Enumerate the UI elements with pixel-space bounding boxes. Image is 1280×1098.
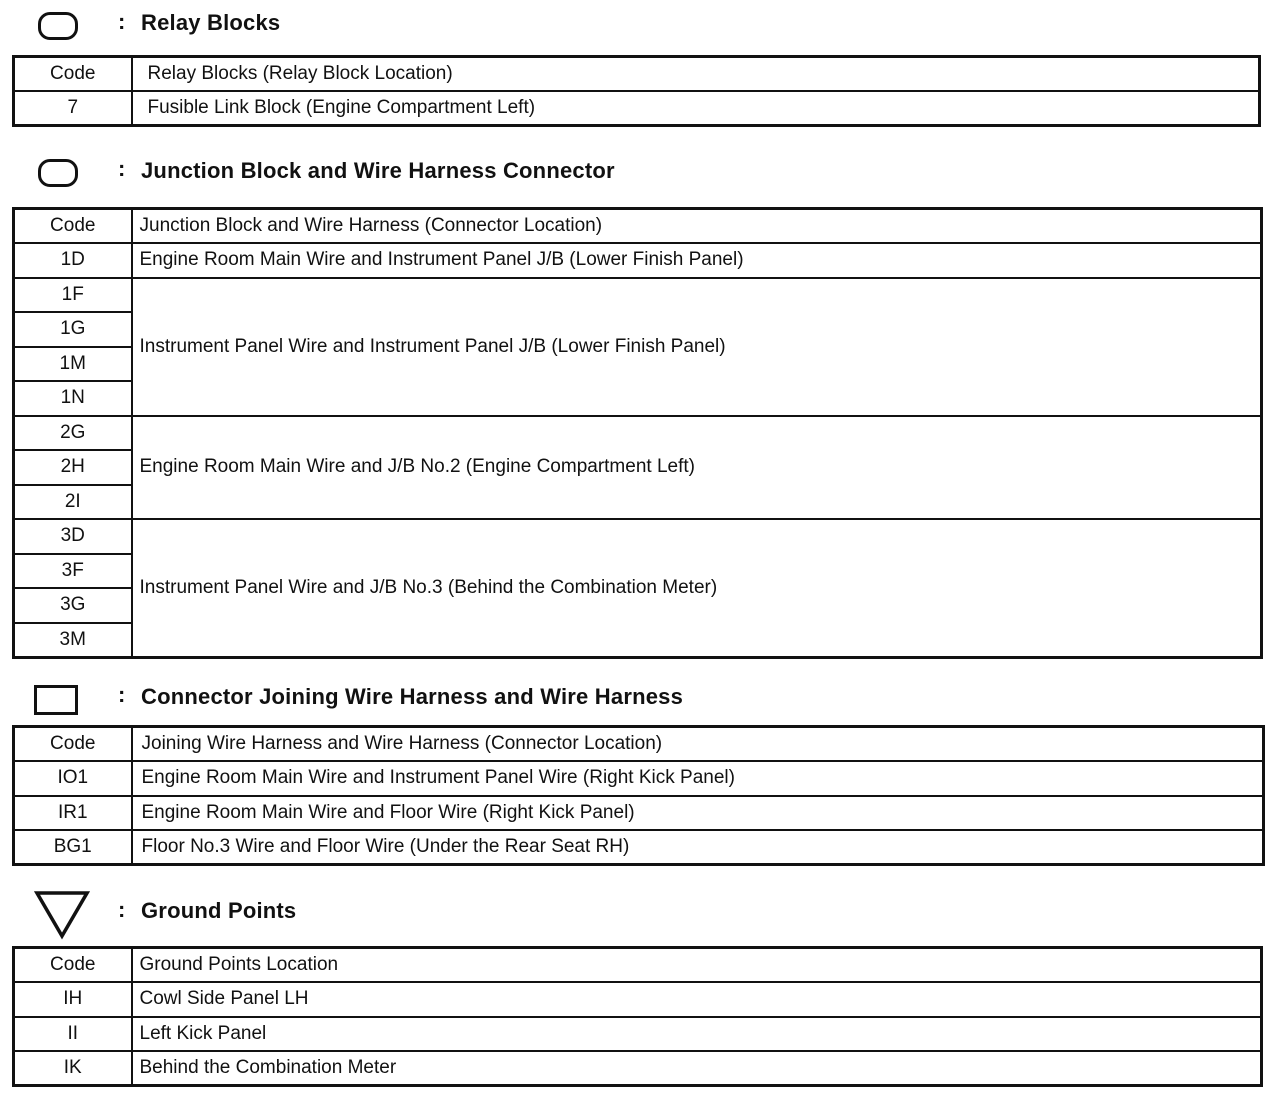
- section-header-connector-joining: [0, 676, 1280, 716]
- row-code: IO1: [14, 761, 132, 796]
- section-header-relay-blocks: [0, 2, 1280, 42]
- section-colon: :: [118, 156, 126, 181]
- row-code: IH: [14, 982, 132, 1017]
- header-description: Relay Blocks (Relay Block Location): [132, 57, 1260, 92]
- row-code: 1M: [14, 347, 132, 382]
- header-description: Ground Points Location: [132, 948, 1262, 983]
- table-header-row: [14, 727, 1264, 762]
- row-code: 2H: [14, 450, 132, 485]
- row-description: Engine Room Main Wire and Floor Wire (Right Kick Panel): [132, 796, 1264, 831]
- section-title: Relay Blocks: [141, 10, 281, 35]
- table-row: [14, 830, 1264, 865]
- row-code: BG1: [14, 830, 132, 865]
- section-colon: :: [118, 682, 126, 707]
- junction-block-table: [12, 207, 1263, 659]
- row-code: IK: [14, 1051, 132, 1086]
- table-row: [14, 416, 1262, 451]
- row-code: 1D: [14, 243, 132, 278]
- table-header-row: [14, 57, 1260, 92]
- rounded-rectangle-icon: [38, 159, 78, 187]
- table-header-row: [14, 209, 1262, 244]
- rectangle-icon: [34, 685, 78, 715]
- table-row: [14, 243, 1262, 278]
- table-row: [14, 91, 1260, 126]
- row-code: 2I: [14, 485, 132, 520]
- table-row: [14, 278, 1262, 313]
- relay-blocks-table: [12, 55, 1261, 127]
- ground-points-table: [12, 946, 1263, 1087]
- header-description: Junction Block and Wire Harness (Connector Location): [132, 209, 1262, 244]
- rounded-rectangle-icon: [38, 12, 78, 40]
- table-row: [14, 982, 1262, 1017]
- group-description: Instrument Panel Wire and Instrument Panel J/B (Lower Finish Panel): [132, 278, 1262, 416]
- row-code: 1G: [14, 312, 132, 347]
- header-code: Code: [14, 727, 132, 762]
- section-title: Junction Block and Wire Harness Connector: [141, 158, 615, 183]
- header-code: Code: [14, 57, 132, 92]
- row-code: 1F: [14, 278, 132, 313]
- row-code: 2G: [14, 416, 132, 451]
- row-code: II: [14, 1017, 132, 1052]
- row-code: 7: [14, 91, 132, 126]
- section-title: Ground Points: [141, 898, 297, 923]
- table-row: [14, 1051, 1262, 1086]
- table-row: [14, 519, 1262, 554]
- row-code: 1N: [14, 381, 132, 416]
- section-header-junction-block: [0, 150, 1280, 190]
- row-code: IR1: [14, 796, 132, 831]
- header-code: Code: [14, 209, 132, 244]
- connector-joining-table: [12, 725, 1265, 866]
- group-description: Engine Room Main Wire and J/B No.2 (Engine Compartment Left): [132, 416, 1262, 520]
- section-colon: :: [118, 897, 126, 922]
- header-description: Joining Wire Harness and Wire Harness (Connector Location): [132, 727, 1264, 762]
- group-description: Instrument Panel Wire and J/B No.3 (Behind the Combination Meter): [132, 519, 1262, 657]
- row-description: Left Kick Panel: [132, 1017, 1262, 1052]
- header-code: Code: [14, 948, 132, 983]
- row-description: Engine Room Main Wire and Instrument Panel Wire (Right Kick Panel): [132, 761, 1264, 796]
- section-header-ground-points: [0, 888, 1280, 944]
- table-row: [14, 796, 1264, 831]
- row-description: Engine Room Main Wire and Instrument Panel J/B (Lower Finish Panel): [132, 243, 1262, 278]
- section-title: Connector Joining Wire Harness and Wire Harness: [141, 684, 684, 709]
- row-code: 3M: [14, 623, 132, 658]
- row-code: 3G: [14, 588, 132, 623]
- row-description: Fusible Link Block (Engine Compartment Left): [132, 91, 1260, 126]
- table-row: [14, 1017, 1262, 1052]
- row-code: 3F: [14, 554, 132, 589]
- table-header-row: [14, 948, 1262, 983]
- row-description: Behind the Combination Meter: [132, 1051, 1262, 1086]
- down-triangle-icon: [34, 890, 90, 940]
- section-colon: :: [118, 9, 126, 34]
- row-description: Cowl Side Panel LH: [132, 982, 1262, 1017]
- row-code: 3D: [14, 519, 132, 554]
- table-row: [14, 761, 1264, 796]
- row-description: Floor No.3 Wire and Floor Wire (Under the Rear Seat RH): [132, 830, 1264, 865]
